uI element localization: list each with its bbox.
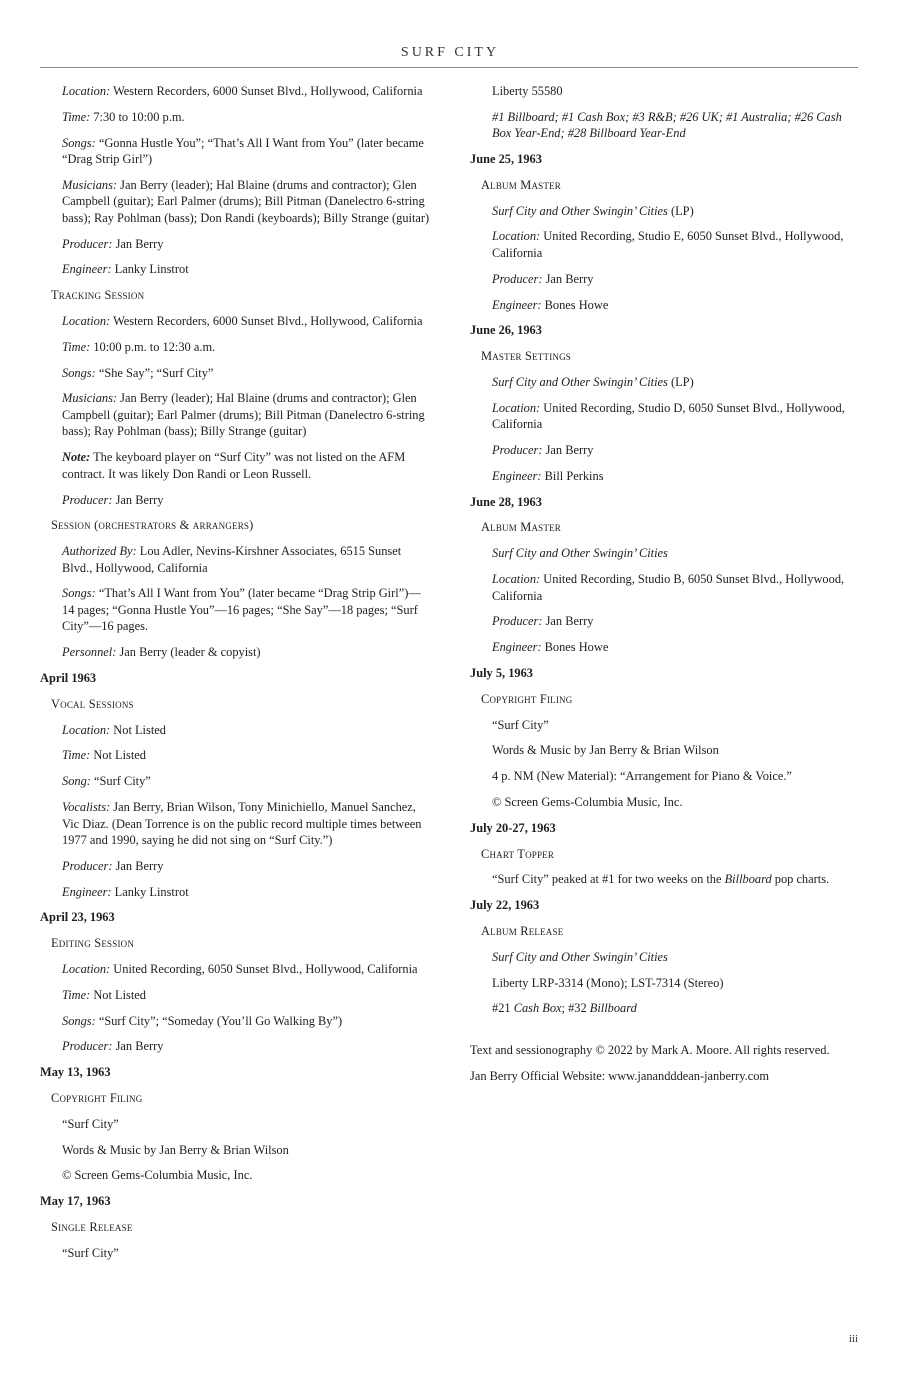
entry-time: Time: Not Listed xyxy=(62,987,146,1002)
section-heading: Editing Session xyxy=(51,936,135,951)
entry-musicians: Musicians: Jan Berry (leader); Hal Blaine (drums and contractor); Glen Campbell (guitar); Earl Palmer (drums); Bill Pitman (Danelectro 6-string bass); Ray Pohlman (bass); Don Randi (keyboards); Billy Strange (guitar) xyxy=(62,177,430,225)
entry-songs: Songs: “She Say”; “Surf City” xyxy=(62,365,214,380)
date-heading: July 22, 1963 xyxy=(470,898,540,913)
section-heading: Copyright Filing xyxy=(481,691,573,706)
entry-line: © Screen Gems-Columbia Music, Inc. xyxy=(62,1168,253,1183)
section-heading: Single Release xyxy=(51,1219,133,1234)
website-line: Jan Berry Official Website: www.janandddean-janberry.com xyxy=(470,1068,770,1083)
entry-time: Time: 10:00 p.m. to 12:30 a.m. xyxy=(62,339,216,354)
right-column xyxy=(470,83,862,1094)
entry-catalog: Liberty LRP-3314 (Mono); LST-7314 (Stereo) xyxy=(492,975,724,990)
section-heading: Album Master xyxy=(481,520,561,535)
section-heading: Vocal Sessions xyxy=(51,696,134,711)
section-heading: Session (orchestrators & arrangers) xyxy=(51,518,254,533)
entry-line: “Surf City” xyxy=(492,717,549,732)
copyright-notice: Text and sessionography © 2022 by Mark A. Moore. All rights reserved. xyxy=(470,1043,830,1058)
entry-musicians: Musicians: Jan Berry (leader); Hal Blaine (drums and contractor); Glen Campbell (guitar); Earl Palmer (drums); Bill Pitman (Danelectro 6-string bass); Ray Pohlman (bass); Billy Strange (guitar) xyxy=(62,391,425,439)
date-heading: April 23, 1963 xyxy=(40,910,115,925)
entry-location: Location: Western Recorders, 6000 Sunset Blvd., Hollywood, California xyxy=(62,314,423,329)
date-heading: June 28, 1963 xyxy=(470,494,542,509)
date-heading: June 26, 1963 xyxy=(470,323,542,338)
date-heading: May 17, 1963 xyxy=(40,1194,111,1209)
entry-line: Words & Music by Jan Berry & Brian Wilson xyxy=(62,1142,289,1157)
entry-album: Surf City and Other Swingin’ Cities (LP) xyxy=(492,203,694,218)
entry-album: Surf City and Other Swingin’ Cities xyxy=(492,949,668,964)
entry-vocalists: Vocalists: Jan Berry, Brian Wilson, Tony Minichiello, Manuel Sanchez, Vic Diaz. (Dean Torrence is on the public record multiple times between 1977 and 1990, saying he did not sing on “Surf City.”) xyxy=(62,800,422,848)
entry-line: Words & Music by Jan Berry & Brian Wilson xyxy=(492,743,719,758)
entry-engineer: Engineer: Lanky Linstrot xyxy=(62,262,189,277)
entry-location: Location: United Recording, Studio D, 6050 Sunset Blvd., Hollywood, California xyxy=(492,400,845,432)
entry-charts: #21 Cash Box; #32 Billboard xyxy=(492,1001,637,1016)
section-heading: Master Settings xyxy=(481,349,572,364)
entry-producer: Producer: Jan Berry xyxy=(62,236,164,251)
entry-producer: Producer: Jan Berry xyxy=(492,271,594,286)
section-heading: Album Release xyxy=(481,923,564,938)
section-heading: Chart Topper xyxy=(481,846,555,861)
section-heading: Tracking Session xyxy=(51,288,145,303)
header-rule xyxy=(40,67,858,68)
entry-charts: #1 Billboard; #1 Cash Box; #3 R&B; #26 UK; #1 Australia; #26 Cash Box Year-End; #28 Billboard Year-End xyxy=(492,109,842,141)
entry-song: Song: “Surf City” xyxy=(62,774,151,789)
entry-engineer: Engineer: Bones Howe xyxy=(492,640,609,655)
date-heading: July 5, 1963 xyxy=(470,665,533,680)
entry-songs: Songs: “Gonna Hustle You”; “That’s All I Want from You” (later became “Drag Strip Girl”) xyxy=(62,135,424,167)
entry-engineer: Engineer: Bones Howe xyxy=(492,297,609,312)
entry-producer: Producer: Jan Berry xyxy=(492,614,594,629)
entry-location: Location: United Recording, 6050 Sunset Blvd., Hollywood, California xyxy=(62,962,418,977)
entry-line: “Surf City” xyxy=(62,1116,119,1131)
entry-album: Surf City and Other Swingin’ Cities (LP) xyxy=(492,374,694,389)
date-heading: May 13, 1963 xyxy=(40,1065,111,1080)
entry-songs: Songs: “That’s All I Want from You” (later became “Drag Strip Girl”)—14 pages; “Gonna Hustle You”—16 pages; “She Say”—18 pages; “Surf City”—16 pages. xyxy=(62,586,421,634)
entry-engineer: Engineer: Bill Perkins xyxy=(492,468,604,483)
date-heading: April 1963 xyxy=(40,671,97,686)
date-heading: July 20-27, 1963 xyxy=(470,820,556,835)
page-number: iii xyxy=(848,1333,858,1345)
entry-producer: Producer: Jan Berry xyxy=(62,858,164,873)
entry-line: 4 p. NM (New Material): “Arrangement for Piano & Voice.” xyxy=(492,769,792,784)
section-heading: Copyright Filing xyxy=(51,1091,143,1105)
running-title: SURF CITY xyxy=(400,45,500,60)
entry-personnel: Personnel: Jan Berry (leader & copyist) xyxy=(62,645,261,660)
entry-authorized-by: Authorized By: Lou Adler, Nevins-Kirshner Associates, 6515 Sunset Blvd., Hollywood, California xyxy=(62,544,402,575)
section-heading: Album Master xyxy=(481,177,561,192)
entry-line: “Surf City” xyxy=(62,1245,119,1260)
entry-location: Location: United Recording, Studio B, 6050 Sunset Blvd., Hollywood, California xyxy=(492,572,845,603)
spacer xyxy=(470,1026,862,1042)
left-column xyxy=(40,83,432,1271)
entry-note: Note: The keyboard player on “Surf City” was not listed on the AFM contract. It was likely Don Randi or Leon Russell. xyxy=(62,450,406,481)
date-heading: June 25, 1963 xyxy=(470,152,542,167)
entry-producer: Producer: Jan Berry xyxy=(62,1039,164,1054)
entry-line: “Surf City” peaked at #1 for two weeks on the Billboard pop charts. xyxy=(492,872,830,887)
entry-songs: Songs: “Surf City”; “Someday (You’ll Go Walking By”) xyxy=(62,1013,343,1028)
entry-time: Time: 7:30 to 10:00 p.m. xyxy=(62,109,185,124)
entry-producer: Producer: Jan Berry xyxy=(492,443,594,458)
entry-location: Location: Western Recorders, 6000 Sunset Blvd., Hollywood, California xyxy=(62,84,423,98)
entry-location: Location: Not Listed xyxy=(62,722,166,737)
entry-album: Surf City and Other Swingin’ Cities xyxy=(492,546,668,561)
entry-time: Time: Not Listed xyxy=(62,748,146,763)
entry-location: Location: United Recording, Studio E, 6050 Sunset Blvd., Hollywood, California xyxy=(492,229,844,260)
entry-label: Liberty 55580 xyxy=(492,84,563,98)
entry-producer: Producer: Jan Berry xyxy=(62,492,164,507)
entry-line: © Screen Gems-Columbia Music, Inc. xyxy=(492,794,683,809)
entry-engineer: Engineer: Lanky Linstrot xyxy=(62,884,189,899)
